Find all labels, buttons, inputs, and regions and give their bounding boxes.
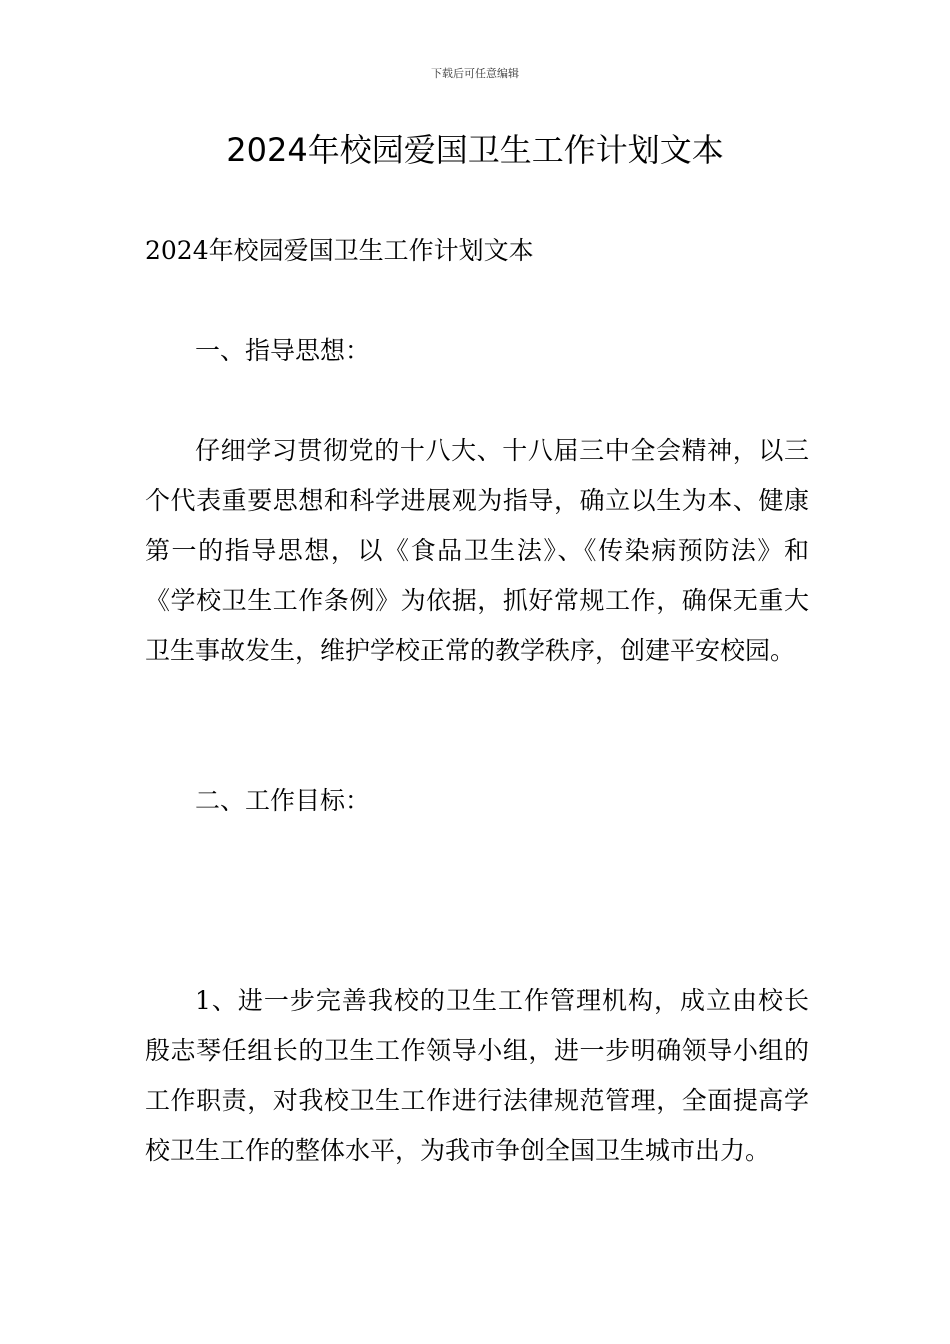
header-note: 下载后可任意编辑 [431,67,519,80]
section-heading-work-goals: 二、工作目标： [195,786,371,815]
document-subtitle: 2024年校园爱国卫生工作计划文本 [145,236,534,265]
document-title: 2024年校园爱国卫生工作计划文本 [226,131,724,169]
section-heading-guiding-ideology: 一、指导思想： [195,336,371,365]
section-paragraph-guiding-ideology: 仔细学习贯彻党的十八大、十八届三中全会精神，以三个代表重要思想和科学进展观为指导，确立以生为本、健康第一的指导思想，以《食品卫生法》、《传染病预防法》和《学校卫生工作条例》为依据，抓好常规工作，确保无重大卫生事故发生，维护学校正常的教学秩序，创建平安校园。 [145,436,809,665]
section-paragraph-work-goal-1: 1、进一步完善我校的卫生工作管理机构，成立由校长殷志琴任组长的卫生工作领导小组，进一步明确领导小组的工作职责，对我校卫生工作进行法律规范管理，全面提高学校卫生工作的整体水平，为我市争创全国卫生城市出力。 [145,986,809,1165]
